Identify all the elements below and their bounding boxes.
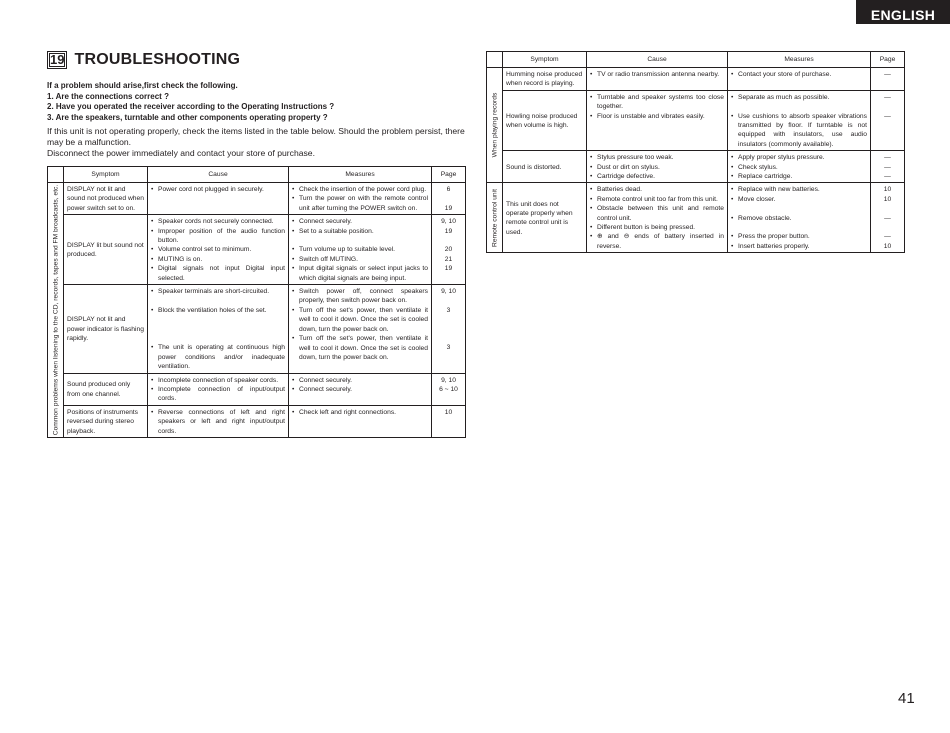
measure-list bbox=[731, 93, 867, 149]
cause-item: • Turntable and speaker systems too close together. bbox=[590, 93, 724, 112]
cause-item: • Incomplete connection of speaker cords. bbox=[151, 376, 285, 385]
spacer bbox=[151, 296, 285, 305]
symptom-cell: Humming noise produced when record is playing. bbox=[503, 68, 587, 91]
page-ref: 3 bbox=[446, 306, 451, 314]
page-ref: — bbox=[884, 93, 891, 101]
table-header-row bbox=[48, 167, 466, 183]
table-row bbox=[48, 183, 466, 215]
page-ref: 19 bbox=[444, 265, 453, 273]
measure-item: • Input digital signals or select input jacks to which digital signals are being input. bbox=[292, 264, 428, 283]
measure-item: • Check left and right connections. bbox=[292, 408, 428, 417]
header-page: Page bbox=[432, 167, 466, 183]
measure-item: • Switch power off, connect speakers properly, then switch power back on. bbox=[292, 287, 428, 306]
measure-item: • Switch off MUTING. bbox=[292, 255, 428, 264]
cause-cell bbox=[587, 183, 728, 253]
symptom-cell: DISPLAY not lit and power indicator is flashing rapidly. bbox=[64, 285, 148, 374]
page-ref bbox=[435, 325, 462, 334]
page-ref: — bbox=[884, 154, 891, 162]
section-title: TROUBLESHOOTING bbox=[74, 51, 241, 68]
group-label-cell bbox=[48, 183, 64, 438]
measure-list bbox=[292, 287, 428, 362]
symptom-cell: Sound produced only from one channel. bbox=[64, 373, 148, 405]
table-row bbox=[487, 68, 905, 91]
cause-cell bbox=[148, 183, 289, 215]
page-cell bbox=[432, 183, 466, 215]
measure-item: • Connect securely. bbox=[292, 385, 428, 394]
measure-item: • Replace cartridge. bbox=[731, 172, 867, 181]
intro-paragraph: Disconnect the power immediately and contact your store of purchase. bbox=[47, 148, 315, 158]
cause-list bbox=[151, 376, 285, 404]
table-row bbox=[48, 285, 466, 374]
page-ref bbox=[435, 315, 462, 324]
page-cell bbox=[871, 90, 905, 150]
header-blank bbox=[487, 52, 503, 68]
troubleshooting-table-records-remote bbox=[486, 51, 905, 253]
measure-item: • Turn the power on with the remote control unit after turning the POWER switch on. bbox=[292, 194, 428, 213]
symptom-cell: DISPLAY lit but sound not produced. bbox=[64, 215, 148, 285]
checklist-line: 2. Have you operated the receiver according to the Operating Instructions ? bbox=[47, 102, 335, 111]
cause-cell bbox=[587, 151, 728, 183]
table-row bbox=[48, 373, 466, 405]
header-measures: Measures bbox=[289, 167, 432, 183]
group-label: When playing records bbox=[490, 92, 498, 158]
measures-cell bbox=[289, 285, 432, 374]
measure-item: • Apply proper stylus pressure. bbox=[731, 153, 867, 162]
page-cell bbox=[871, 68, 905, 91]
measures-cell bbox=[289, 373, 432, 405]
cause-item: • Cartridge defective. bbox=[590, 172, 724, 181]
spacer bbox=[151, 315, 285, 324]
measure-item: • Connect securely. bbox=[292, 217, 428, 226]
measures-cell bbox=[289, 183, 432, 215]
cause-item: • Block the ventilation holes of the set. bbox=[151, 306, 285, 315]
checklist-line: If a problem should arise,first check the following. bbox=[47, 81, 238, 90]
cause-item: • Batteries dead. bbox=[590, 185, 724, 194]
page-ref: 10 bbox=[883, 195, 892, 203]
cause-cell bbox=[148, 285, 289, 374]
measure-list bbox=[731, 70, 867, 79]
cause-item: • Reverse connections of left and right speakers or left and right input/output cords. bbox=[151, 408, 285, 436]
cause-cell bbox=[148, 215, 289, 285]
page-ref: — bbox=[884, 112, 891, 120]
measures-cell bbox=[728, 68, 871, 91]
group-label: Common problems when listening to the CD, records, tapes and FM broadcasts, etc. bbox=[51, 184, 59, 436]
measure-item: • Check the insertion of the power cord plug. bbox=[292, 185, 428, 194]
cause-list bbox=[151, 408, 285, 436]
measure-item: • Check stylus. bbox=[731, 163, 867, 172]
symptom-cell: Howling noise produced when volume is high. bbox=[503, 90, 587, 150]
cause-item: • TV or radio transmission antenna nearby. bbox=[590, 70, 724, 79]
measures-cell bbox=[728, 90, 871, 150]
page-cell bbox=[432, 285, 466, 374]
cause-list bbox=[590, 70, 724, 79]
cause-list bbox=[151, 287, 285, 372]
measure-item: • Move closer. bbox=[731, 195, 867, 204]
page-ref: — bbox=[884, 173, 891, 181]
page-ref bbox=[435, 334, 462, 343]
cause-item: • Digital signals not input Digital input selected. bbox=[151, 264, 285, 283]
page-cell bbox=[432, 405, 466, 437]
table-row bbox=[48, 215, 466, 285]
troubleshooting-table-common bbox=[47, 166, 466, 438]
header-symptom: Symptom bbox=[503, 52, 587, 68]
measure-item: • Turn off the set's power, then ventilate it well to cool it down. Once the set is cooled down, turn the power back on. bbox=[292, 334, 428, 362]
spacer bbox=[151, 334, 285, 343]
page-cell bbox=[432, 373, 466, 405]
checklist-line: 1. Are the connections correct ? bbox=[47, 91, 169, 101]
page-ref: 9, 10 bbox=[441, 376, 456, 384]
measure-list bbox=[731, 185, 867, 251]
cause-item: • Speaker terminals are short-circuited. bbox=[151, 287, 285, 296]
page-ref: 20 bbox=[444, 246, 453, 254]
measures-cell bbox=[289, 405, 432, 437]
cause-item: • The unit is operating at continuous high power conditions and/or inadequate ventilation. bbox=[151, 343, 285, 371]
cause-item: • Improper position of the audio function button. bbox=[151, 227, 285, 246]
page-ref: — bbox=[884, 214, 891, 222]
checklist bbox=[47, 81, 477, 123]
page-ref bbox=[435, 236, 462, 245]
cause-item: • MUTING is on. bbox=[151, 255, 285, 264]
measure-item: • Turn off the set's power, then ventilate it well to cool it down. Once the set is cooled down, turn the power back on. bbox=[292, 306, 428, 334]
page-ref: — bbox=[884, 163, 891, 171]
measure-item: • Connect securely. bbox=[292, 376, 428, 385]
page-ref: 21 bbox=[444, 255, 453, 263]
page-ref: 10 bbox=[883, 242, 892, 250]
measure-list bbox=[292, 408, 428, 417]
group-label: Remote control unit bbox=[490, 188, 498, 247]
cause-list bbox=[590, 93, 724, 121]
measure-list bbox=[731, 153, 867, 181]
cause-item: • Power cord not plugged in securely. bbox=[151, 185, 285, 194]
cause-item: • Speaker cords not securely connected. bbox=[151, 217, 285, 226]
cause-list bbox=[151, 217, 285, 283]
intro-paragraph: If this unit is not operating properly, check the items listed in the table below. Should the problem persist, there may be a malfunction. bbox=[47, 126, 465, 147]
section-heading bbox=[47, 51, 240, 69]
measure-item: • Separate as much as possible. bbox=[731, 93, 867, 102]
measure-list bbox=[292, 217, 428, 283]
cause-cell bbox=[148, 373, 289, 405]
page-ref: 19 bbox=[444, 204, 453, 212]
spacer bbox=[292, 236, 428, 245]
spacer bbox=[731, 223, 867, 232]
spacer bbox=[731, 102, 867, 111]
measure-item: • Use cushions to absorb speaker vibrations transmitted by floor. If turntable is not equipped with insulators, use audio insulators (commonly available). bbox=[731, 112, 867, 150]
header-page: Page bbox=[871, 52, 905, 68]
page-ref: 10 bbox=[444, 408, 453, 416]
measure-item: • Replace with new batteries. bbox=[731, 185, 867, 194]
measures-cell bbox=[728, 183, 871, 253]
intro-text bbox=[47, 126, 471, 159]
group-label-cell bbox=[487, 183, 503, 253]
page-ref bbox=[874, 223, 901, 232]
cause-item: • Different button is being pressed. bbox=[590, 223, 724, 232]
cause-item: • Obstacle between this unit and remote control unit. bbox=[590, 204, 724, 223]
page-ref: 9, 10 bbox=[441, 288, 456, 296]
page-ref: — bbox=[884, 233, 891, 241]
table-row bbox=[487, 151, 905, 183]
measure-item: • Set to a suitable position. bbox=[292, 227, 428, 236]
cause-cell bbox=[587, 90, 728, 150]
header-symptom: Symptom bbox=[64, 167, 148, 183]
page-cell bbox=[871, 151, 905, 183]
measure-item: • Contact your store of purchase. bbox=[731, 70, 867, 79]
page-cell bbox=[432, 215, 466, 285]
measure-item: • Insert batteries properly. bbox=[731, 242, 867, 251]
measure-item: • Turn volume up to suitable level. bbox=[292, 245, 428, 254]
page-ref: 6 ~ 10 bbox=[439, 386, 458, 394]
page-ref bbox=[435, 296, 462, 305]
page-cell bbox=[871, 183, 905, 253]
header-cause: Cause bbox=[148, 167, 289, 183]
page-ref: 9, 10 bbox=[441, 218, 456, 226]
measures-cell bbox=[289, 215, 432, 285]
cause-item: • Floor is unstable and vibrates easily. bbox=[590, 112, 724, 121]
spacer bbox=[151, 325, 285, 334]
cause-item: • Stylus pressure too weak. bbox=[590, 153, 724, 162]
table-row bbox=[487, 183, 905, 253]
page-ref: 10 bbox=[883, 186, 892, 194]
header-cause: Cause bbox=[587, 52, 728, 68]
table-header-row bbox=[487, 52, 905, 68]
page-ref bbox=[874, 204, 901, 213]
spacer bbox=[731, 204, 867, 213]
group-label-cell bbox=[487, 68, 503, 183]
symptom-cell: This unit does not operate properly when remote control unit is used. bbox=[503, 183, 587, 253]
measure-list bbox=[292, 185, 428, 213]
header-measures: Measures bbox=[728, 52, 871, 68]
symptom-cell: Positions of instruments reversed during stereo playback. bbox=[64, 405, 148, 437]
cause-cell bbox=[587, 68, 728, 91]
page-ref: — bbox=[884, 71, 891, 78]
symptom-cell: Sound is distorted. bbox=[503, 151, 587, 183]
cause-item: • Dust or dirt on stylus. bbox=[590, 163, 724, 172]
measure-item: • Press the proper button. bbox=[731, 232, 867, 241]
cause-list bbox=[151, 185, 285, 194]
page-ref bbox=[874, 102, 901, 111]
page-ref: 3 bbox=[446, 344, 451, 352]
table-row bbox=[487, 90, 905, 150]
cause-item: • Incomplete connection of input/output cords. bbox=[151, 385, 285, 404]
language-tab: ENGLISH bbox=[856, 0, 950, 24]
cause-item: • Volume control set to minimum. bbox=[151, 245, 285, 254]
measure-list bbox=[292, 376, 428, 395]
cause-item: • ⊕ and ⊖ ends of battery inserted in reverse. bbox=[590, 232, 724, 251]
checklist-line: 3. Are the speakers, turntable and other components operating property ? bbox=[47, 112, 328, 122]
section-number: 19 bbox=[47, 51, 67, 69]
measures-cell bbox=[728, 151, 871, 183]
page-ref: 19 bbox=[444, 227, 453, 235]
symptom-cell: DISPLAY not lit and sound not produced when power switch set to on. bbox=[64, 183, 148, 215]
page-ref bbox=[435, 194, 462, 203]
page-ref: 6 bbox=[446, 186, 451, 193]
cause-cell bbox=[148, 405, 289, 437]
cause-list bbox=[590, 153, 724, 181]
measure-item: • Remove obstacle. bbox=[731, 214, 867, 223]
page-number: 41 bbox=[898, 690, 915, 707]
header-blank bbox=[48, 167, 64, 183]
cause-item: • Remote control unit too far from this unit. bbox=[590, 195, 724, 204]
table-row bbox=[48, 405, 466, 437]
cause-list bbox=[590, 185, 724, 251]
